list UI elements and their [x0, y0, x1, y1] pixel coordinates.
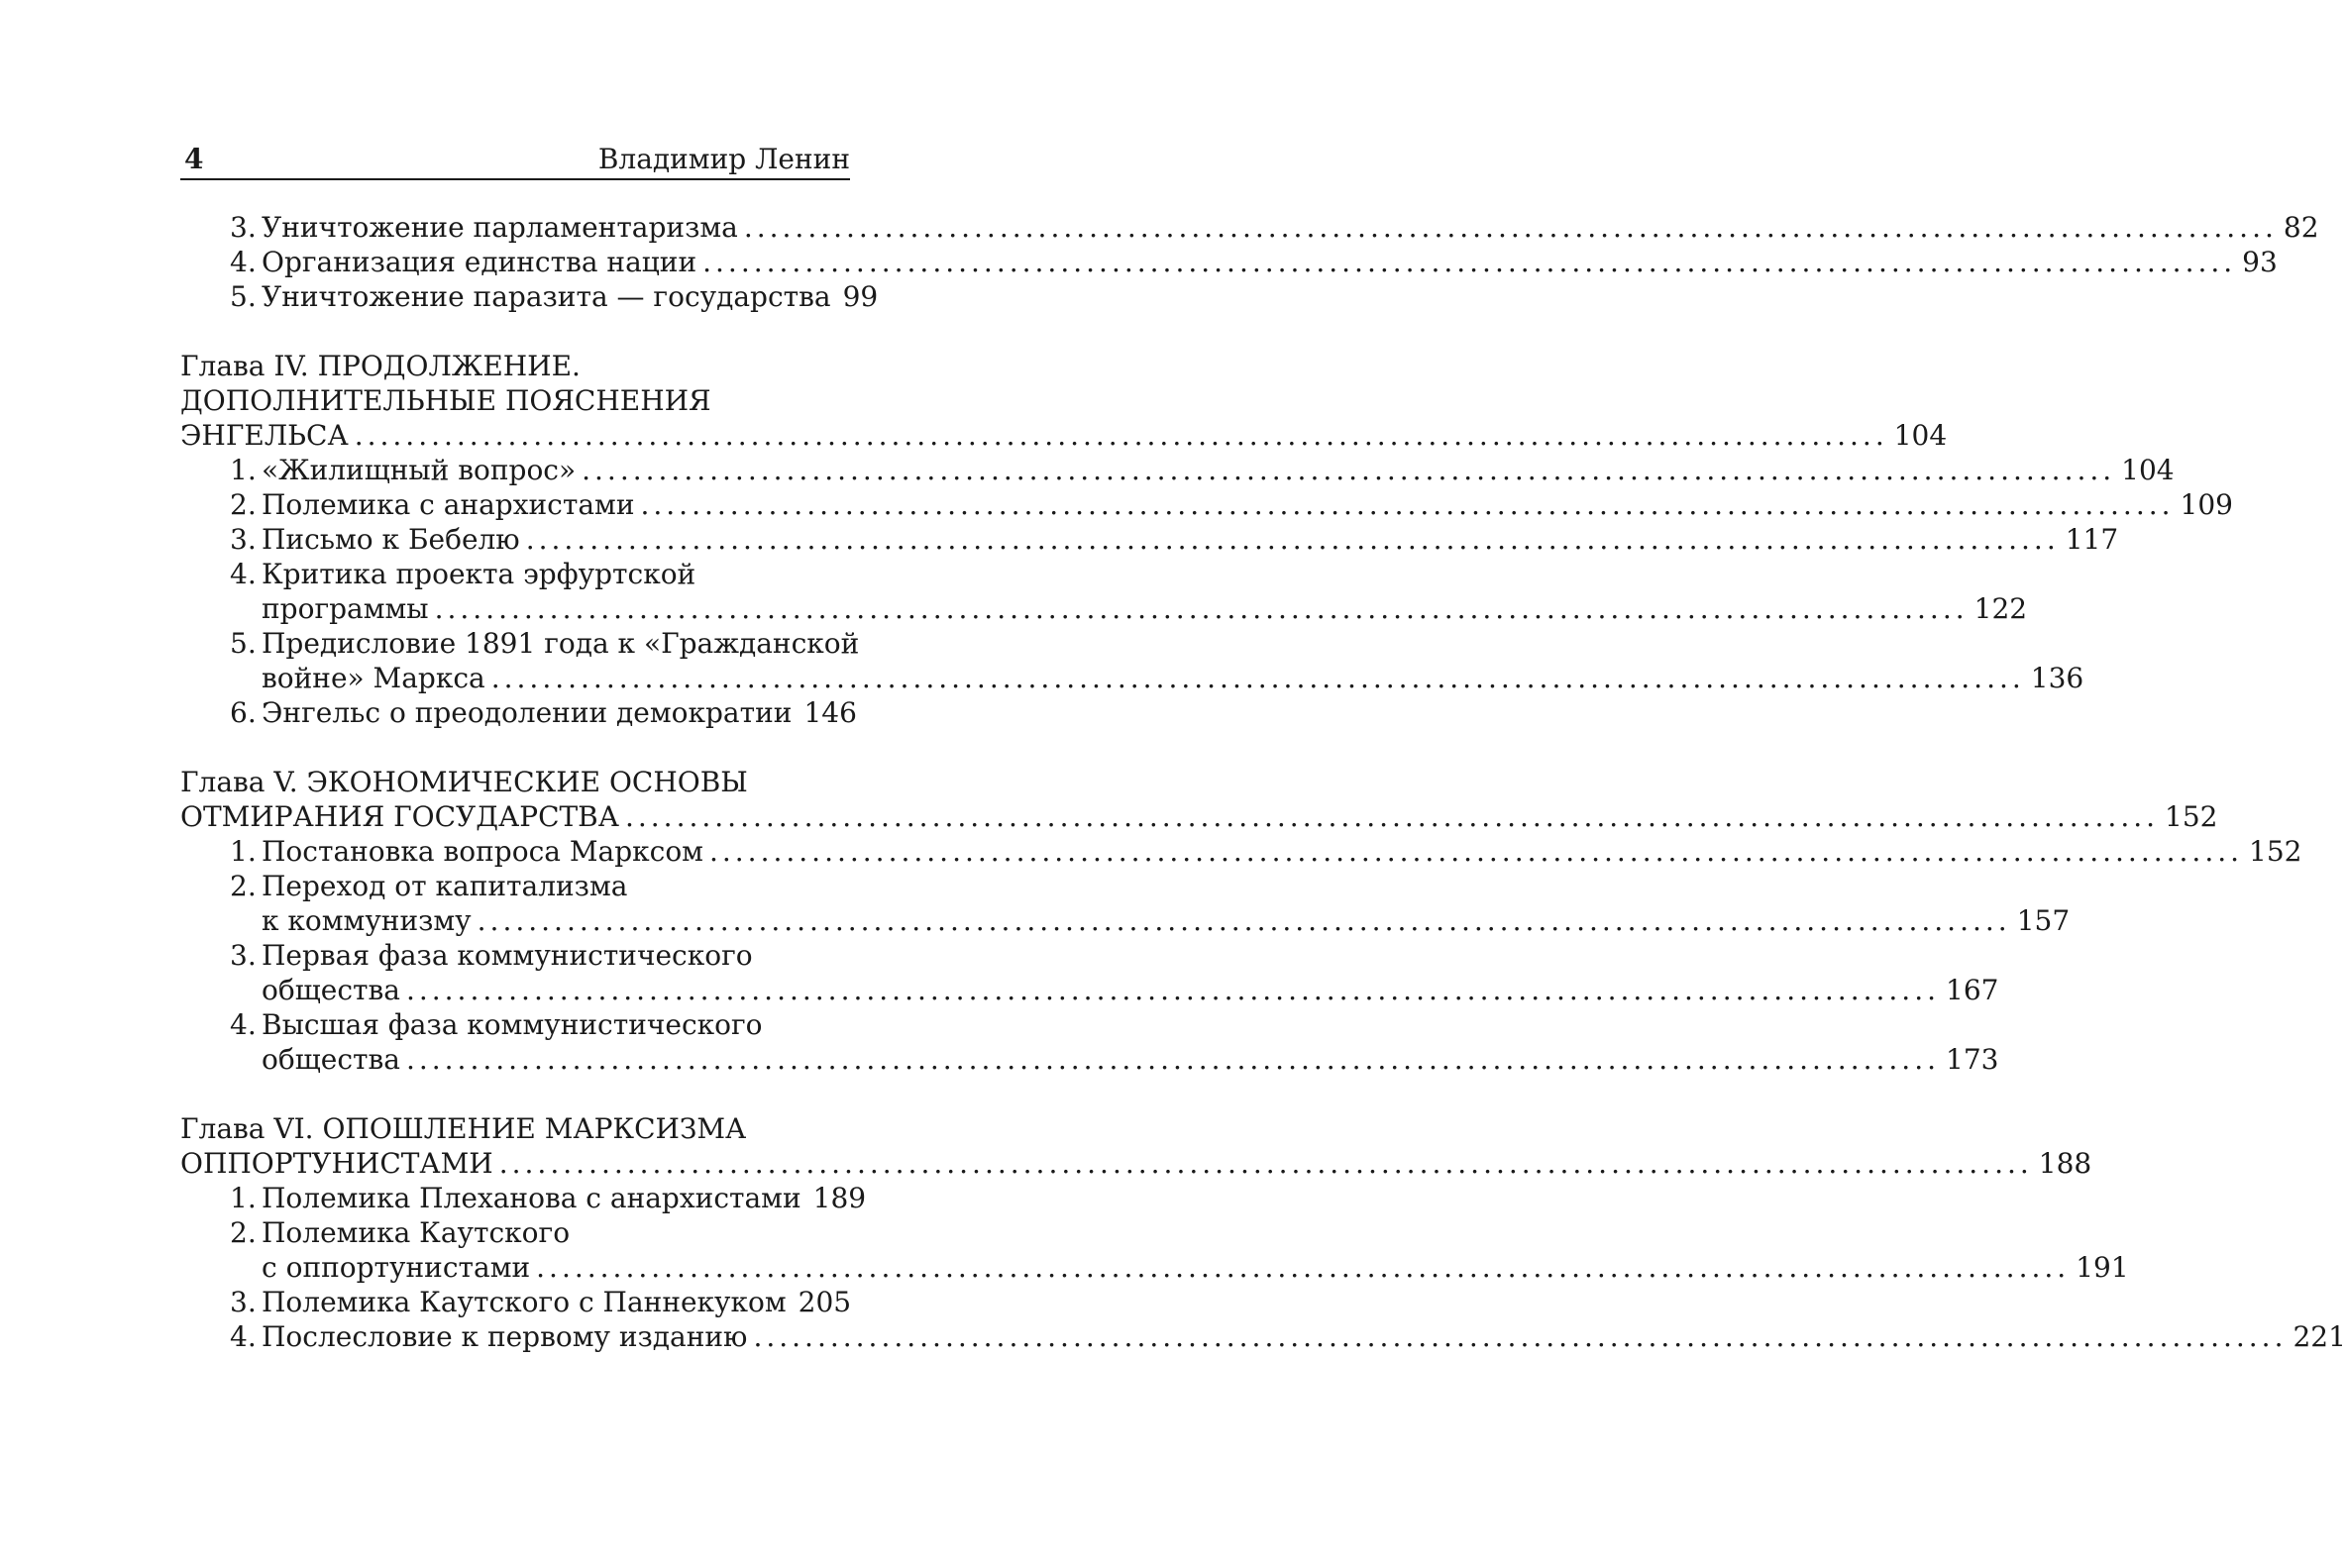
- chapter-title-line[interactable]: [180, 418, 1948, 453]
- toc-item-continuation[interactable]: [180, 591, 2028, 626]
- leader-dots: ........................................................................................................................: [582, 454, 2116, 486]
- toc-item-number: 3.: [230, 211, 257, 244]
- toc-item-page: 167: [1946, 974, 1999, 1006]
- toc-item-number: 2.: [230, 488, 257, 521]
- toc-item-page: 221: [2293, 1320, 2346, 1353]
- toc-item-title-cont: к коммунизму: [262, 904, 472, 937]
- toc-item-page: 136: [2030, 662, 2084, 694]
- chapter-title: Глава IV. ПРОДОЛЖЕНИЕ.: [180, 350, 581, 382]
- toc-item-title: Полемика Каутского с Паннекуком: [262, 1286, 787, 1318]
- toc-item-number: 6.: [230, 696, 257, 729]
- toc-section-continued: [180, 210, 2319, 314]
- chapter-page: 104: [1893, 419, 1948, 452]
- toc-item-number: 3.: [230, 523, 257, 556]
- toc-item-title: Послесловие к первому изданию: [262, 1320, 748, 1353]
- toc-item[interactable]: [180, 453, 2175, 487]
- toc-item-number: 1.: [230, 1182, 257, 1214]
- chapter-title: Глава VI. ОПОШЛЕНИЕ МАРКСИЗМА: [180, 1112, 747, 1145]
- page-number: 4: [184, 143, 204, 175]
- toc-item-number: 4.: [230, 246, 257, 278]
- chapter-title-line[interactable]: [180, 349, 850, 383]
- toc-item-number: 4.: [230, 1008, 257, 1041]
- toc-item[interactable]: [180, 487, 2233, 522]
- toc-item-page: 157: [2016, 904, 2071, 937]
- toc-item[interactable]: [180, 834, 2302, 869]
- toc-item-number: 1.: [230, 835, 257, 868]
- chapter-title: ОТМИРАНИЯ ГОСУДАРСТВА: [180, 800, 619, 833]
- toc-item-title: Высшая фаза коммунистического: [262, 1008, 763, 1041]
- toc-item-continuation[interactable]: [180, 1042, 1999, 1077]
- chapter-title: Глава V. ЭКОНОМИЧЕСКИЕ ОСНОВЫ: [180, 766, 748, 798]
- toc-item-title-cont: общества: [262, 974, 400, 1006]
- toc-item-page: 173: [1946, 1043, 1999, 1076]
- leader-dots: ........................................................................................................................: [525, 523, 2060, 556]
- chapter-title-line[interactable]: [180, 1111, 850, 1146]
- toc-item-continuation[interactable]: [180, 973, 1999, 1007]
- chapter-title-line[interactable]: [180, 765, 850, 799]
- toc-item-title: Полемика Каутского: [262, 1216, 571, 1249]
- toc-item[interactable]: [180, 1215, 850, 1250]
- toc-item-title: Уничтожение парламентаризма: [262, 211, 738, 244]
- toc-item-page: 82: [2283, 211, 2319, 244]
- toc-item-title: Предисловие 1891 года к «Гражданской: [262, 627, 860, 660]
- leader-dots: ........................................................................................................................: [708, 835, 2244, 868]
- toc-item-title-cont: войне» Маркса: [262, 662, 485, 694]
- toc-item[interactable]: [180, 869, 850, 903]
- toc-item-title: Письмо к Бебелю: [262, 523, 520, 556]
- toc-item-continuation[interactable]: [180, 661, 2084, 695]
- toc-item[interactable]: [180, 626, 860, 661]
- toc-item[interactable]: [180, 695, 857, 730]
- leader-dots: ........................................................................................................................: [702, 246, 2237, 278]
- toc-item-title: Уничтожение паразита — государства: [262, 280, 831, 313]
- leader-dots: ........................................................................................................................: [354, 419, 1888, 452]
- page-header: [180, 137, 850, 180]
- toc-item-title: Организация единства нации: [262, 246, 697, 278]
- toc-item-page: 191: [2076, 1251, 2129, 1284]
- toc-item-title: Первая фаза коммунистического: [262, 939, 753, 972]
- toc-item-number: 4.: [230, 558, 257, 590]
- chapter-page: 188: [2038, 1147, 2092, 1180]
- toc-item-page: 99: [842, 280, 879, 313]
- toc-item[interactable]: [180, 1007, 850, 1042]
- table-of-contents: [180, 210, 2346, 1354]
- toc-item-title: Критика проекта эрфуртской: [262, 558, 696, 590]
- leader-dots: ........................................................................................................................: [536, 1251, 2071, 1284]
- chapter-title-line[interactable]: [180, 1146, 2092, 1181]
- toc-item-number: 5.: [230, 627, 257, 660]
- toc-item-page: 122: [1973, 592, 2028, 625]
- toc-chapter-4: [180, 349, 2233, 730]
- toc-item-title: «Жилищный вопрос»: [262, 454, 577, 486]
- leader-dots: ........................................................................................................................: [624, 800, 2160, 833]
- leader-dots: ........................................................................................................................: [490, 662, 2025, 694]
- toc-item-number: 3.: [230, 939, 257, 972]
- chapter-title-line[interactable]: [180, 799, 2218, 834]
- toc-item[interactable]: [180, 522, 2119, 557]
- book-page: [180, 137, 2346, 1389]
- toc-item-number: 5.: [230, 280, 257, 313]
- chapter-title: ОППОРТУНИСТАМИ: [180, 1147, 493, 1180]
- toc-item[interactable]: [180, 557, 850, 591]
- toc-item-title-cont: программы: [262, 592, 429, 625]
- toc-item[interactable]: [180, 210, 2319, 245]
- toc-item-number: 2.: [230, 870, 257, 902]
- running-head: Владимир Ленин: [597, 143, 850, 175]
- toc-item-title: Полемика с анархистами: [262, 488, 635, 521]
- toc-item-page: 117: [2065, 523, 2119, 556]
- leader-dots: ........................................................................................................................: [405, 1043, 1940, 1076]
- toc-item[interactable]: [180, 279, 879, 314]
- toc-item[interactable]: [180, 1181, 867, 1215]
- toc-item-page: 146: [803, 696, 857, 729]
- toc-item-continuation[interactable]: [180, 1250, 2129, 1285]
- toc-item-page: 104: [2121, 454, 2175, 486]
- toc-item-number: 1.: [230, 454, 257, 486]
- toc-item-title: Постановка вопроса Марксом: [262, 835, 703, 868]
- toc-chapter-5: [180, 765, 2302, 1077]
- toc-item-title: Переход от капитализма: [262, 870, 628, 902]
- leader-dots: ........................................................................................................................: [753, 1320, 2288, 1353]
- chapter-title: ДОПОЛНИТЕЛЬНЫЕ ПОЯСНЕНИЯ: [180, 384, 711, 417]
- toc-item-continuation[interactable]: [180, 903, 2071, 938]
- toc-item-page: 109: [2180, 488, 2233, 521]
- toc-item-title: Энгельс о преодолении демократии: [262, 696, 793, 729]
- leader-dots: ........................................................................................................................: [640, 488, 2175, 521]
- toc-chapter-6: [180, 1111, 2346, 1354]
- toc-item-number: 4.: [230, 1320, 257, 1353]
- toc-item-title-cont: общества: [262, 1043, 400, 1076]
- leader-dots: ........................................................................................................................: [743, 211, 2278, 244]
- toc-item-page: 93: [2242, 246, 2278, 278]
- toc-item-page: 152: [2249, 835, 2302, 868]
- toc-item-page: 189: [812, 1182, 867, 1214]
- toc-item-title: Полемика Плеханова с анархистами: [262, 1182, 801, 1214]
- toc-item-number: 3.: [230, 1286, 257, 1318]
- chapter-title-line[interactable]: [180, 383, 850, 418]
- leader-dots: ........................................................................................................................: [498, 1147, 2033, 1180]
- toc-item[interactable]: [180, 938, 850, 973]
- leader-dots: ........................................................................................................................: [477, 904, 2011, 937]
- chapter-page: 152: [2165, 800, 2218, 833]
- chapter-title: ЭНГЕЛЬСА: [180, 419, 349, 452]
- toc-item-page: 205: [798, 1286, 852, 1318]
- leader-dots: ........................................................................................................................: [405, 974, 1940, 1006]
- toc-item[interactable]: [180, 1285, 850, 1319]
- toc-item[interactable]: [180, 1319, 2346, 1354]
- leader-dots: ........................................................................................................................: [434, 592, 1969, 625]
- toc-item[interactable]: [180, 245, 2278, 279]
- toc-item-title-cont: с оппортунистами: [262, 1251, 531, 1284]
- toc-item-number: 2.: [230, 1216, 257, 1249]
